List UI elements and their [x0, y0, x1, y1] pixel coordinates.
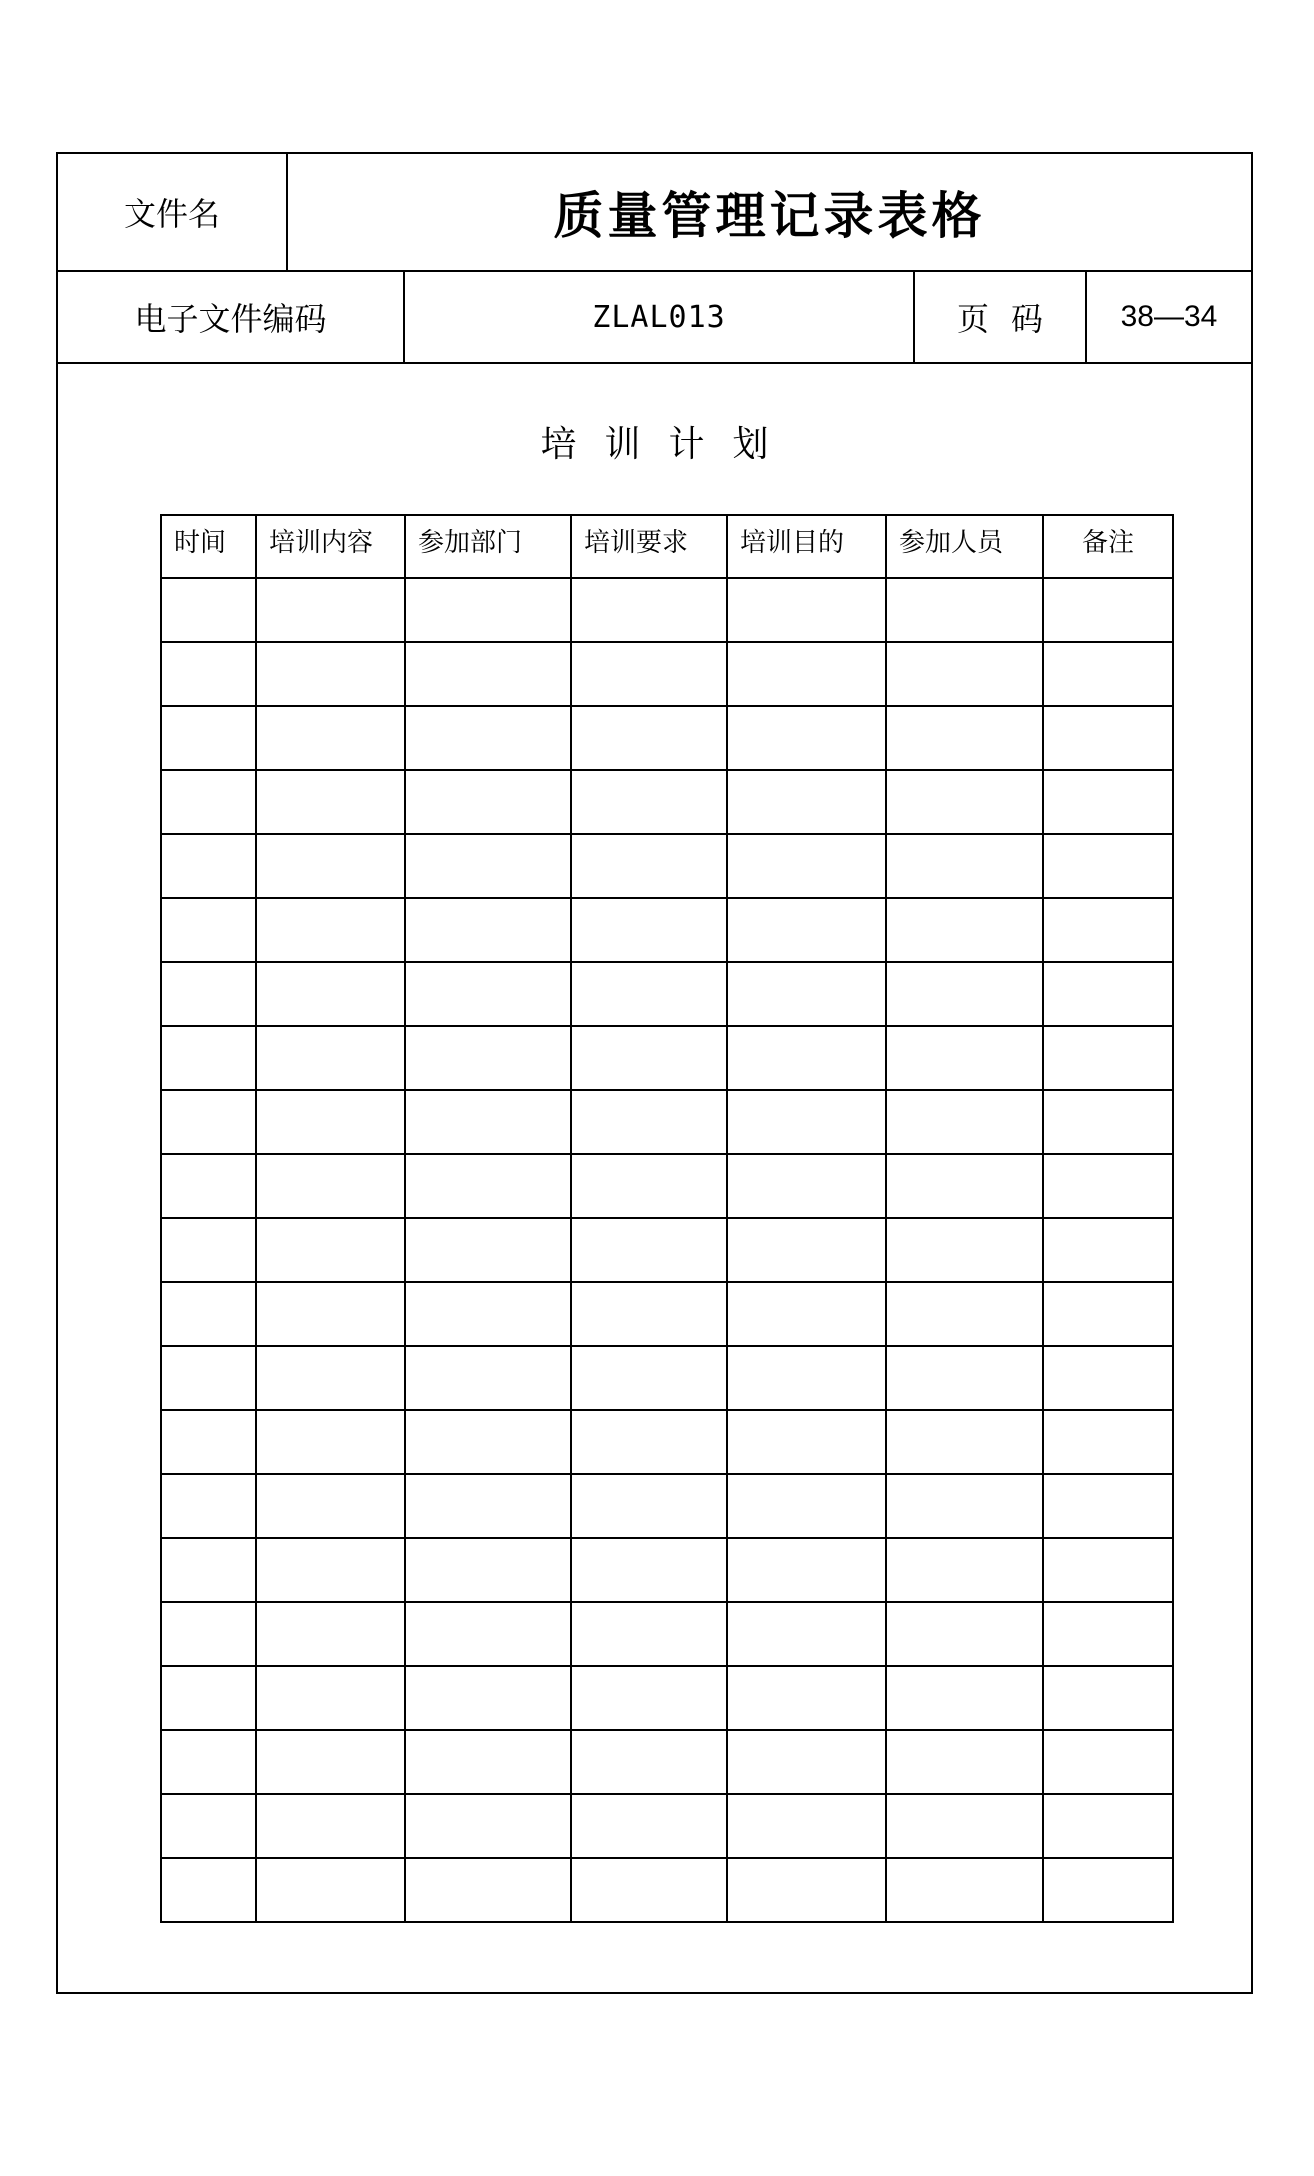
page-label: 页码: [915, 272, 1087, 362]
table-cell[interactable]: [256, 1154, 405, 1218]
table-cell[interactable]: [405, 1538, 571, 1602]
table-cell[interactable]: [571, 834, 727, 898]
table-cell[interactable]: [161, 898, 256, 962]
table-cell[interactable]: [727, 1730, 886, 1794]
table-cell[interactable]: [886, 1474, 1043, 1538]
training-plan-table: [160, 514, 1174, 1923]
table-cell[interactable]: [405, 1218, 571, 1282]
table-cell[interactable]: [1043, 1090, 1173, 1154]
table-cell[interactable]: [886, 1154, 1043, 1218]
column-header: 参加部门: [405, 515, 571, 578]
table-cell[interactable]: [1043, 1026, 1173, 1090]
table-cell[interactable]: [1043, 1154, 1173, 1218]
table-cell[interactable]: [1043, 1218, 1173, 1282]
table-cell[interactable]: [161, 642, 256, 706]
table-cell[interactable]: [886, 1346, 1043, 1410]
table-row: [161, 1090, 1173, 1154]
table-cell[interactable]: [727, 1346, 886, 1410]
table-cell[interactable]: [256, 1538, 405, 1602]
table-cell[interactable]: [1043, 578, 1173, 642]
table-cell[interactable]: [256, 1858, 405, 1922]
table-cell[interactable]: [405, 1474, 571, 1538]
table-cell[interactable]: [161, 1218, 256, 1282]
table-cell[interactable]: [571, 1410, 727, 1474]
table-cell[interactable]: [161, 1474, 256, 1538]
table-row: [161, 1282, 1173, 1346]
table-body: [161, 578, 1173, 1922]
table-cell[interactable]: [1043, 1474, 1173, 1538]
table-cell[interactable]: [571, 642, 727, 706]
table-cell[interactable]: [727, 578, 886, 642]
table-cell[interactable]: [256, 1474, 405, 1538]
table-cell[interactable]: [1043, 1538, 1173, 1602]
table-cell[interactable]: [256, 642, 405, 706]
table-cell[interactable]: [161, 1154, 256, 1218]
table-cell[interactable]: [161, 962, 256, 1026]
table-cell[interactable]: [727, 1154, 886, 1218]
table-cell[interactable]: [886, 1794, 1043, 1858]
table-cell[interactable]: [727, 1858, 886, 1922]
page-value: 38—34: [1120, 300, 1218, 333]
table-cell[interactable]: [1043, 642, 1173, 706]
table-cell[interactable]: [886, 1090, 1043, 1154]
table-cell[interactable]: [886, 1730, 1043, 1794]
document-title: 质量管理记录表格: [553, 187, 986, 245]
table-cell[interactable]: [727, 962, 886, 1026]
table-row: [161, 578, 1173, 642]
table-cell[interactable]: [727, 1794, 886, 1858]
table-cell[interactable]: [1043, 1730, 1173, 1794]
table-cell[interactable]: [256, 1666, 405, 1730]
table-cell[interactable]: [886, 898, 1043, 962]
table-row: [161, 706, 1173, 770]
table-cell[interactable]: [161, 1090, 256, 1154]
column-header: 参加人员: [886, 515, 1043, 578]
table-cell[interactable]: [256, 898, 405, 962]
code-value: ZLAL013: [405, 272, 915, 362]
table-row: [161, 1602, 1173, 1666]
table-row: [161, 1474, 1173, 1538]
table-row: [161, 642, 1173, 706]
table-cell[interactable]: [161, 1666, 256, 1730]
table-cell[interactable]: [405, 1730, 571, 1794]
table-row: [161, 1794, 1173, 1858]
column-header: 培训目的: [727, 515, 886, 578]
table-cell[interactable]: [1043, 1666, 1173, 1730]
table-cell[interactable]: [405, 1794, 571, 1858]
table-cell[interactable]: [886, 834, 1043, 898]
table-cell[interactable]: [405, 1858, 571, 1922]
table-cell[interactable]: [727, 1602, 886, 1666]
table-cell[interactable]: [405, 706, 571, 770]
table-cell[interactable]: [405, 1410, 571, 1474]
section-title: 培训计划: [540, 424, 797, 465]
table-cell[interactable]: [1043, 706, 1173, 770]
table-cell[interactable]: [405, 898, 571, 962]
table-cell[interactable]: [405, 1154, 571, 1218]
table-cell[interactable]: [886, 642, 1043, 706]
table-cell[interactable]: [886, 706, 1043, 770]
table-cell[interactable]: [571, 1090, 727, 1154]
table-cell[interactable]: [886, 1858, 1043, 1922]
table-cell[interactable]: [571, 706, 727, 770]
table-cell[interactable]: [886, 578, 1043, 642]
table-cell[interactable]: [256, 1346, 405, 1410]
table-cell[interactable]: [571, 578, 727, 642]
table-cell[interactable]: [256, 770, 405, 834]
table-cell[interactable]: [727, 706, 886, 770]
table-cell[interactable]: [886, 1282, 1043, 1346]
table-row: [161, 1218, 1173, 1282]
table-cell[interactable]: [161, 1538, 256, 1602]
table-cell[interactable]: [256, 1410, 405, 1474]
table-cell[interactable]: [571, 1026, 727, 1090]
table-row: [161, 898, 1173, 962]
table-cell[interactable]: [256, 1026, 405, 1090]
table-cell[interactable]: [256, 834, 405, 898]
table-cell[interactable]: [256, 578, 405, 642]
table-cell[interactable]: [727, 770, 886, 834]
table-cell[interactable]: [161, 578, 256, 642]
table-cell[interactable]: [256, 1794, 405, 1858]
table-row: [161, 1154, 1173, 1218]
table-row: [161, 1410, 1173, 1474]
table-row: [161, 1730, 1173, 1794]
table-cell[interactable]: [256, 1218, 405, 1282]
table-cell[interactable]: [1043, 770, 1173, 834]
table-cell[interactable]: [571, 1666, 727, 1730]
table-cell[interactable]: [161, 1602, 256, 1666]
table-cell[interactable]: [727, 642, 886, 706]
table-cell[interactable]: [405, 1602, 571, 1666]
table-cell[interactable]: [1043, 1602, 1173, 1666]
table-cell[interactable]: [727, 1538, 886, 1602]
table-row: [161, 1026, 1173, 1090]
column-header: 时间: [161, 515, 256, 578]
table-cell[interactable]: [161, 1282, 256, 1346]
file-name-label: 文件名: [58, 154, 288, 270]
table-cell[interactable]: [161, 706, 256, 770]
table-row: [161, 1858, 1173, 1922]
table-row: [161, 1666, 1173, 1730]
table-cell[interactable]: [161, 1346, 256, 1410]
table-cell[interactable]: [571, 1538, 727, 1602]
table-cell[interactable]: [1043, 1858, 1173, 1922]
table-cell[interactable]: [727, 898, 886, 962]
table-cell[interactable]: [256, 1090, 405, 1154]
table-row: [161, 1538, 1173, 1602]
table-cell[interactable]: [727, 1282, 886, 1346]
table-cell[interactable]: [727, 834, 886, 898]
table-cell[interactable]: [886, 1538, 1043, 1602]
table-cell[interactable]: [256, 1282, 405, 1346]
table-cell[interactable]: [727, 1218, 886, 1282]
table-cell[interactable]: [571, 962, 727, 1026]
table-cell[interactable]: [405, 1282, 571, 1346]
table-cell[interactable]: [727, 1026, 886, 1090]
table-cell[interactable]: [571, 1794, 727, 1858]
table-cell[interactable]: [727, 1410, 886, 1474]
table-cell[interactable]: [1043, 1794, 1173, 1858]
table-cell[interactable]: [256, 706, 405, 770]
table-cell[interactable]: [727, 1474, 886, 1538]
table-cell[interactable]: [161, 834, 256, 898]
table-cell[interactable]: [571, 1474, 727, 1538]
table-cell[interactable]: [405, 1346, 571, 1410]
table-cell[interactable]: [727, 1090, 886, 1154]
table-cell[interactable]: [256, 1602, 405, 1666]
table-cell[interactable]: [405, 1090, 571, 1154]
table-cell[interactable]: [405, 1026, 571, 1090]
table-cell[interactable]: [571, 898, 727, 962]
table-cell[interactable]: [405, 770, 571, 834]
table-cell[interactable]: [886, 1602, 1043, 1666]
table-cell[interactable]: [571, 1602, 727, 1666]
header-row-code: [58, 272, 1251, 364]
table-cell[interactable]: [571, 1858, 727, 1922]
table-cell[interactable]: [727, 1666, 886, 1730]
table-cell[interactable]: [571, 1730, 727, 1794]
table-cell[interactable]: [1043, 962, 1173, 1026]
table-cell[interactable]: [161, 1794, 256, 1858]
table-cell[interactable]: [161, 1858, 256, 1922]
table-cell[interactable]: [1043, 834, 1173, 898]
table-cell[interactable]: [1043, 898, 1173, 962]
table-cell[interactable]: [405, 642, 571, 706]
table-cell[interactable]: [161, 770, 256, 834]
table-row: [161, 962, 1173, 1026]
code-label: 电子文件编码: [58, 272, 405, 362]
table-cell[interactable]: [886, 1666, 1043, 1730]
document-frame: [56, 152, 1253, 1994]
table-cell[interactable]: [886, 770, 1043, 834]
table-cell[interactable]: [1043, 1410, 1173, 1474]
table-cell[interactable]: [161, 1730, 256, 1794]
table-row: [161, 834, 1173, 898]
table-cell[interactable]: [571, 1218, 727, 1282]
table-row: [161, 770, 1173, 834]
table-header-row: [161, 515, 1173, 578]
table-cell[interactable]: [886, 962, 1043, 1026]
table-cell[interactable]: [571, 1282, 727, 1346]
column-header: 培训要求: [571, 515, 727, 578]
table-cell[interactable]: [161, 1026, 256, 1090]
table-cell[interactable]: [256, 1730, 405, 1794]
table-cell[interactable]: [886, 1410, 1043, 1474]
table-row: [161, 1346, 1173, 1410]
table-cell[interactable]: [405, 834, 571, 898]
table-cell[interactable]: [256, 962, 405, 1026]
table-cell[interactable]: [161, 1410, 256, 1474]
table-cell[interactable]: [405, 962, 571, 1026]
table-cell[interactable]: [1043, 1282, 1173, 1346]
column-header: 备注: [1043, 515, 1173, 578]
table-cell[interactable]: [405, 578, 571, 642]
table-cell[interactable]: [571, 1154, 727, 1218]
table-cell[interactable]: [886, 1218, 1043, 1282]
table-cell[interactable]: [571, 770, 727, 834]
header-row-title: [58, 154, 1251, 272]
table-cell[interactable]: [886, 1026, 1043, 1090]
table-cell[interactable]: [571, 1346, 727, 1410]
table-cell[interactable]: [405, 1666, 571, 1730]
table-cell[interactable]: [1043, 1346, 1173, 1410]
column-header: 培训内容: [256, 515, 405, 578]
